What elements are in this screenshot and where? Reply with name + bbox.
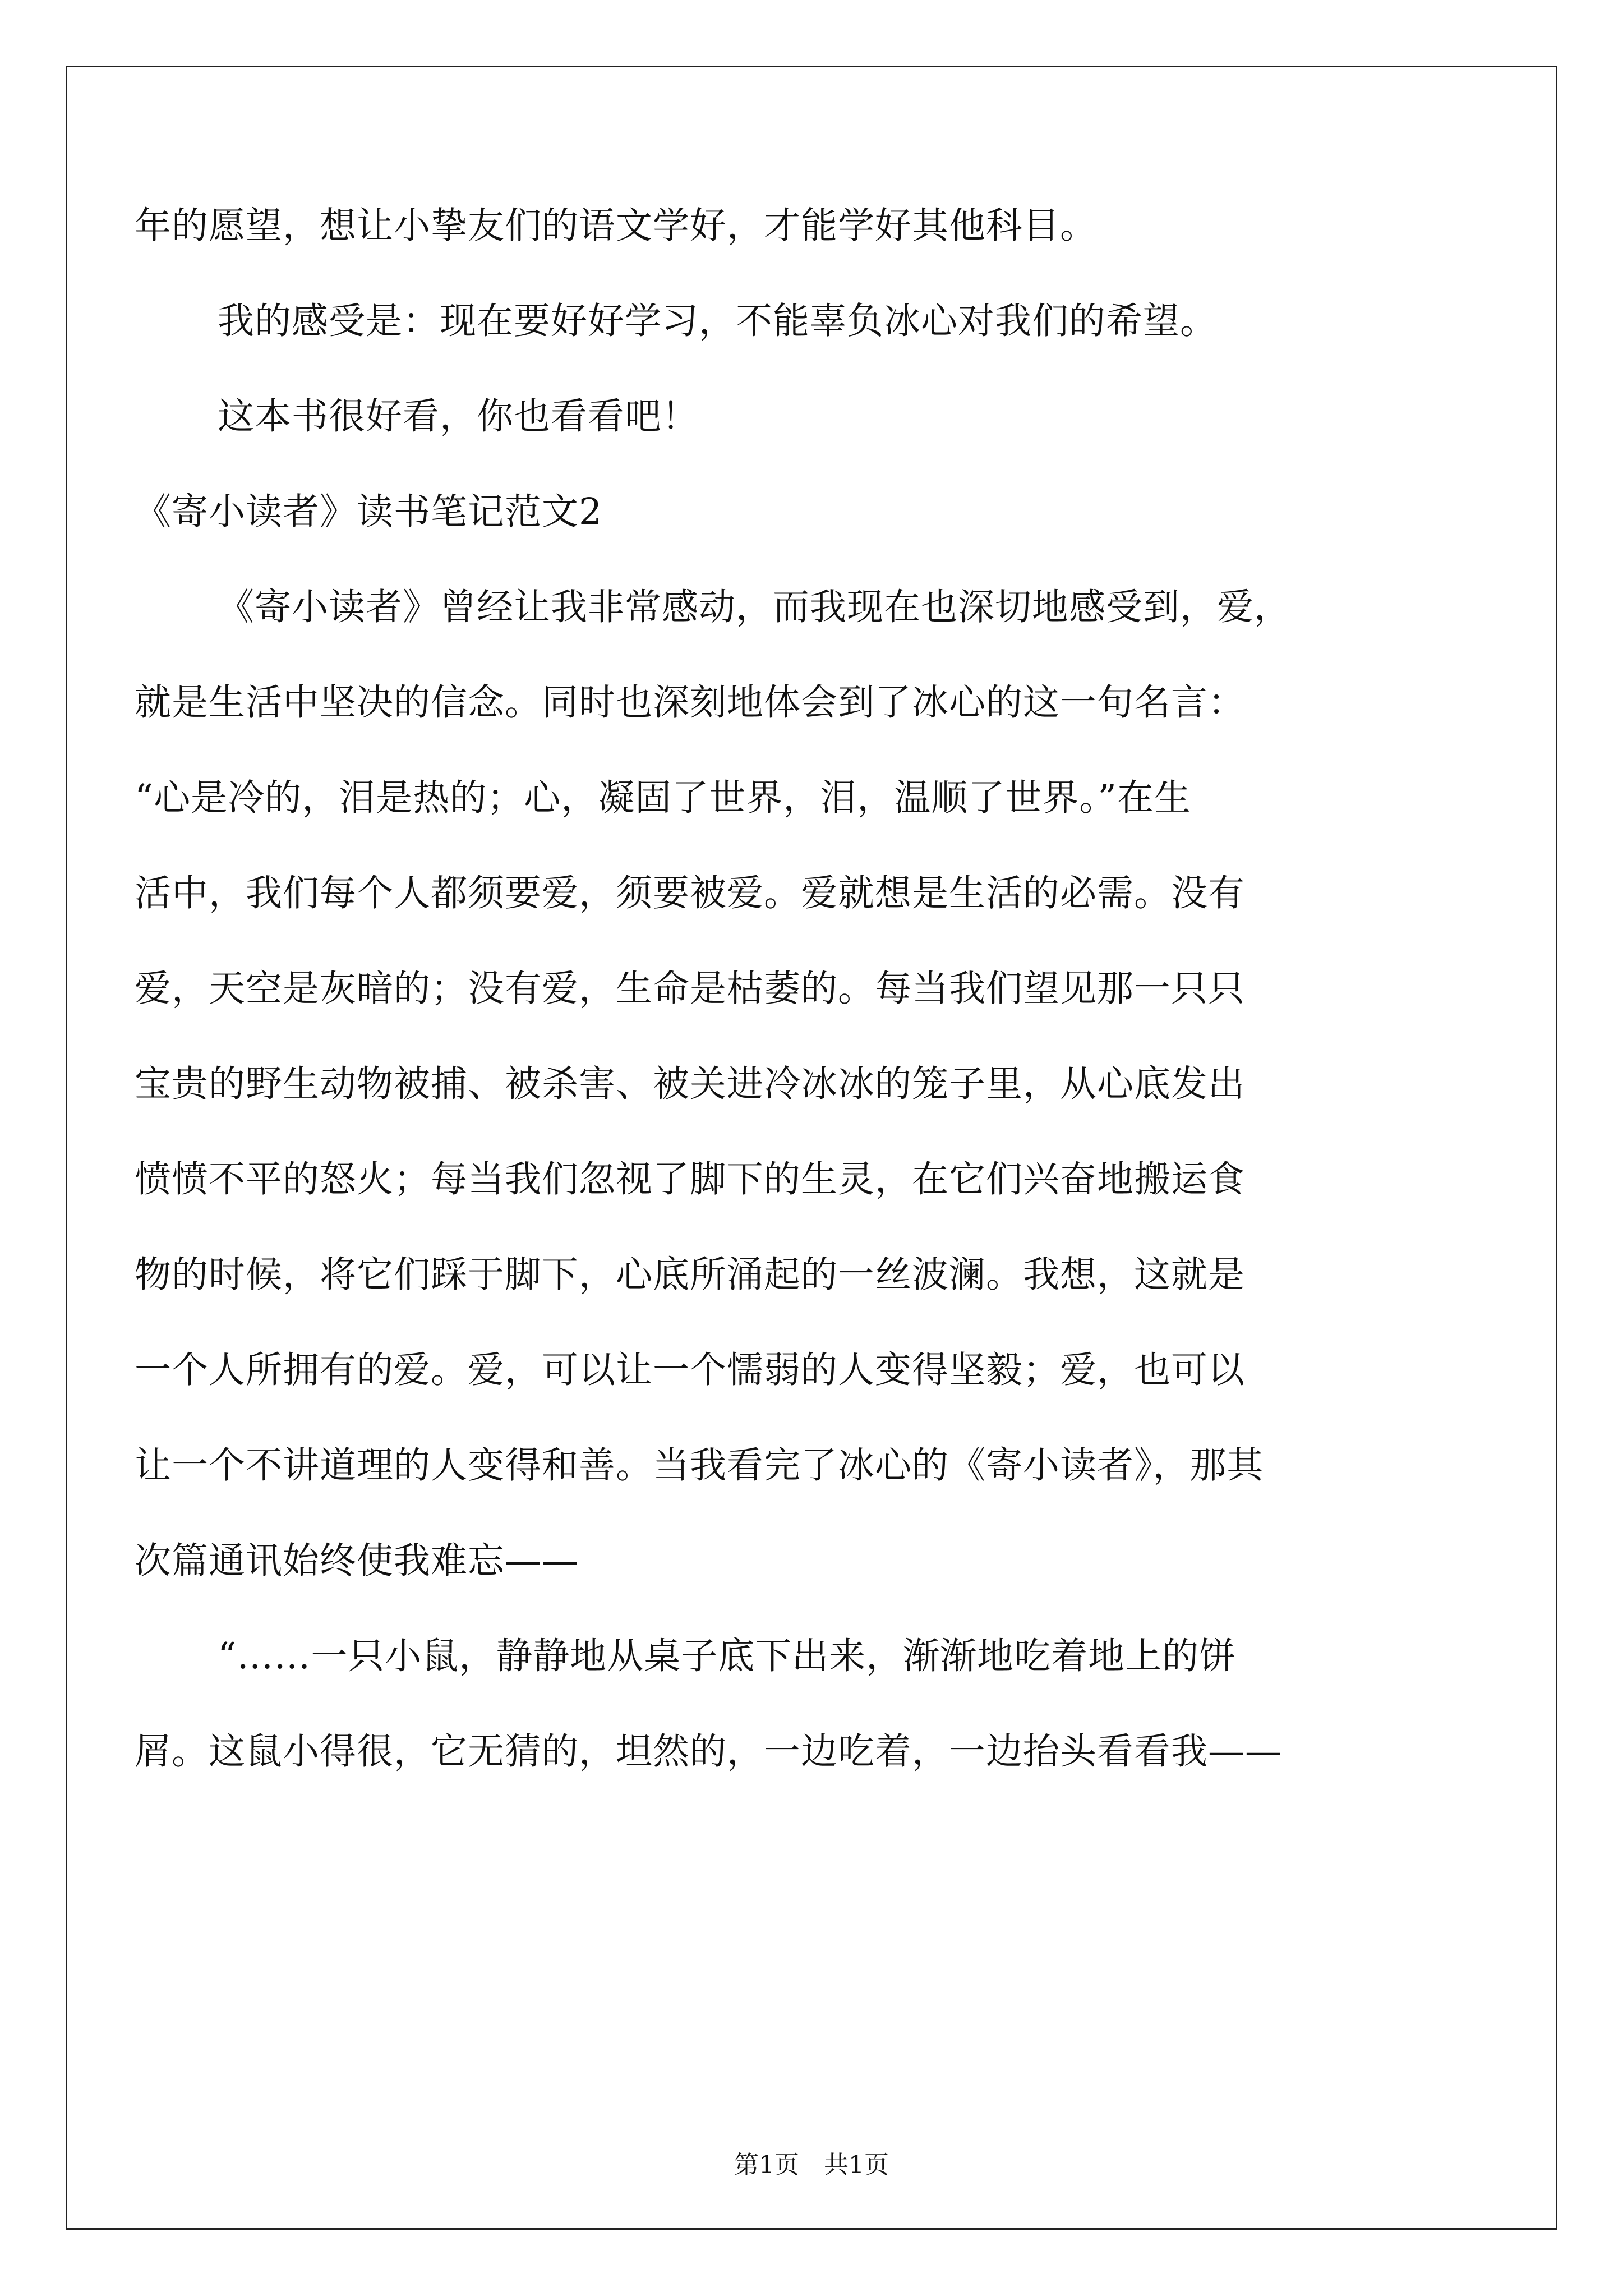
text-line: 《寄小读者》曾经让我非常感动，而我现在也深切地感受到，爱， [218, 586, 1292, 628]
text-line: 屑。这鼠小得很，它无猜的，坦然的，一边吃着，一边抬头看看我—— [135, 1731, 1283, 1773]
text-line: 我的感受是：现在要好好学习，不能辜负冰心对我们的希望。 [218, 300, 1218, 342]
text-line: 活中，我们每个人都须要爱，须要被爱。爱就想是生活的必需。没有 [135, 872, 1246, 914]
text-line: 一个人所拥有的爱。爱，可以让一个懦弱的人变得坚毅；爱，也可以 [135, 1349, 1246, 1391]
section-heading: 《寄小读者》读书笔记范文2 [135, 491, 603, 533]
text-line: 让一个不讲道理的人变得和善。当我看完了冰心的《寄小读者》，那其 [135, 1444, 1264, 1487]
text-line: 年的愿望，想让小挚友们的语文学好，才能学好其他科目。 [135, 205, 1098, 247]
text-line: 次篇通讯始终使我难忘—— [135, 1540, 579, 1582]
text-line: 愤愤不平的怒火；每当我们忽视了脚下的生灵，在它们兴奋地搬运食 [135, 1158, 1246, 1200]
text-line: 就是生活中坚决的信念。同时也深刻地体会到了冰心的这一句名言： [135, 682, 1246, 724]
text-line: “……一只小鼠，静静地从桌子底下出来，渐渐地吃着地上的饼 [218, 1635, 1237, 1677]
text-line: 物的时候，将它们踩于脚下，心底所涌起的一丝波澜。我想，这就是 [135, 1254, 1246, 1296]
text-line: 宝贵的野生动物被捕、被杀害、被关进冷冰冰的笼子里，从心底发出 [135, 1063, 1246, 1105]
text-line: “心是冷的，泪是热的；心，凝固了世界，泪，温顺了世界。”在生 [135, 777, 1191, 819]
page-border [66, 66, 1557, 2230]
page-footer: 第1页 共1页 [734, 2151, 889, 2179]
text-line: 这本书很好看，你也看看吧！ [218, 395, 699, 438]
text-line: 爱，天空是灰暗的；没有爱，生命是枯萎的。每当我们望见那一只只 [135, 968, 1246, 1010]
